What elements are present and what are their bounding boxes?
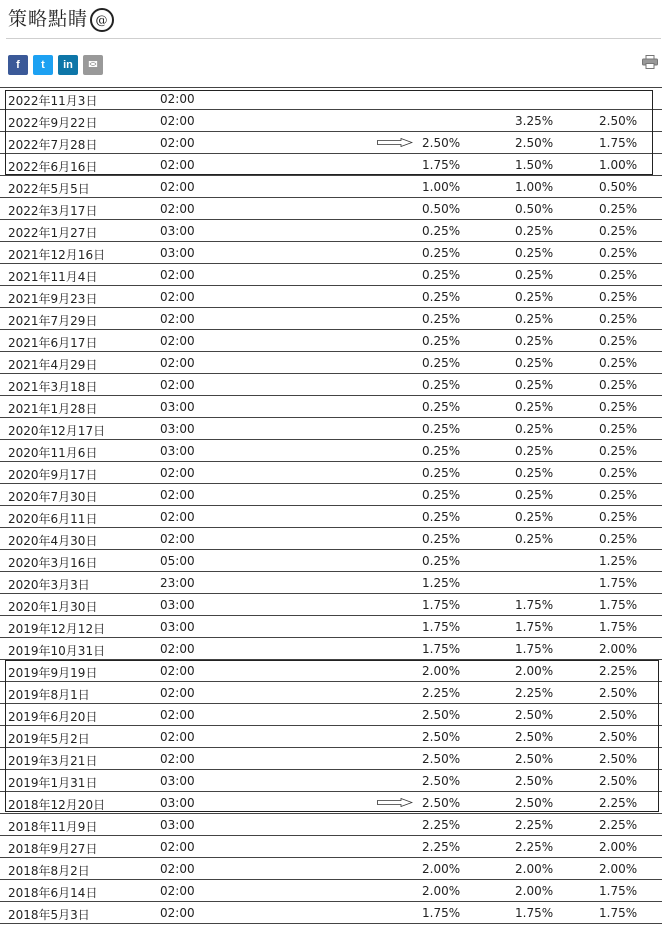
rate-col-1: 0.25% <box>422 246 461 260</box>
rate-col-3: 1.75% <box>599 136 638 150</box>
row-date: 2018年9月27日 <box>8 842 98 856</box>
rate-col-1: 0.25% <box>422 554 461 568</box>
rate-col-2: 2.50% <box>515 796 554 810</box>
table-row <box>0 792 662 814</box>
rate-col-1: 2.00% <box>422 664 461 678</box>
rate-col-1: 1.75% <box>422 158 461 172</box>
row-time: 02:00 <box>160 158 195 172</box>
rate-col-1: 0.25% <box>422 268 461 282</box>
rate-col-1: 0.25% <box>422 224 461 238</box>
arrow-right-icon <box>377 138 413 147</box>
table-row <box>0 682 662 704</box>
rate-col-2: 3.25% <box>515 114 554 128</box>
rate-col-1: 0.25% <box>422 422 461 436</box>
rate-col-2: 2.50% <box>515 730 554 744</box>
rate-col-2: 0.25% <box>515 246 554 260</box>
rate-col-2: 0.25% <box>515 356 554 370</box>
row-time: 02:00 <box>160 664 195 678</box>
rate-col-3: 2.50% <box>599 708 638 722</box>
rate-col-1: 2.25% <box>422 818 461 832</box>
rate-col-3: 0.25% <box>599 290 638 304</box>
row-date: 2020年1月30日 <box>8 600 98 614</box>
rate-col-2: 0.25% <box>515 312 554 326</box>
rate-col-1: 1.00% <box>422 180 461 194</box>
rate-col-2: 1.75% <box>515 620 554 634</box>
row-time: 03:00 <box>160 444 195 458</box>
table-row <box>0 550 662 572</box>
row-time: 02:00 <box>160 466 195 480</box>
rate-col-1: 1.25% <box>422 576 461 590</box>
row-date: 2021年12月16日 <box>8 248 106 262</box>
site-logo[interactable] <box>8 4 114 32</box>
share-bar <box>8 53 108 75</box>
print-icon[interactable] <box>642 55 658 69</box>
rate-col-3: 0.25% <box>599 246 638 260</box>
row-date: 2022年6月16日 <box>8 160 98 174</box>
rate-col-3: 0.25% <box>599 444 638 458</box>
row-time: 03:00 <box>160 774 195 788</box>
rate-col-3: 1.75% <box>599 906 638 920</box>
rate-col-1: 2.00% <box>422 884 461 898</box>
row-time: 02:00 <box>160 180 195 194</box>
rate-col-3: 1.75% <box>599 884 638 898</box>
rate-col-2: 0.25% <box>515 400 554 414</box>
row-time: 02:00 <box>160 114 195 128</box>
table-row <box>0 374 662 396</box>
rate-col-3: 0.25% <box>599 466 638 480</box>
rate-col-3: 0.25% <box>599 268 638 282</box>
row-time: 02:00 <box>160 356 195 370</box>
rate-col-2: 2.00% <box>515 884 554 898</box>
rate-col-2: 0.25% <box>515 378 554 392</box>
rate-col-1: 0.25% <box>422 510 461 524</box>
row-date: 2020年9月17日 <box>8 468 98 482</box>
row-date: 2021年3月18日 <box>8 380 98 394</box>
row-time: 03:00 <box>160 598 195 612</box>
row-time: 02:00 <box>160 686 195 700</box>
table-row <box>0 462 662 484</box>
row-time: 03:00 <box>160 796 195 810</box>
rate-col-3: 1.75% <box>599 620 638 634</box>
rate-col-1: 2.50% <box>422 752 461 766</box>
row-date: 2021年6月17日 <box>8 336 98 350</box>
rate-col-2: 1.75% <box>515 598 554 612</box>
row-date: 2019年3月21日 <box>8 754 98 768</box>
table-row <box>0 396 662 418</box>
row-time: 02:00 <box>160 510 195 524</box>
rate-col-2: 0.50% <box>515 202 554 216</box>
rate-col-3: 0.25% <box>599 422 638 436</box>
table-row <box>0 286 662 308</box>
row-date: 2019年1月31日 <box>8 776 98 790</box>
header-divider <box>6 38 661 39</box>
rate-col-2: 2.25% <box>515 840 554 854</box>
rate-col-3: 2.50% <box>599 752 638 766</box>
rate-col-2: 1.75% <box>515 642 554 656</box>
rate-col-3: 2.50% <box>599 730 638 744</box>
rate-col-2: 0.25% <box>515 290 554 304</box>
row-date: 2022年11月3日 <box>8 94 98 108</box>
row-date: 2019年9月19日 <box>8 666 98 680</box>
rate-col-1: 0.25% <box>422 312 461 326</box>
row-time: 02:00 <box>160 268 195 282</box>
table-row <box>0 418 662 440</box>
table-row <box>0 308 662 330</box>
table-row <box>0 110 662 132</box>
row-date: 2020年3月3日 <box>8 578 90 592</box>
row-date: 2019年6月20日 <box>8 710 98 724</box>
row-date: 2018年11月9日 <box>8 820 98 834</box>
rate-col-1: 0.25% <box>422 378 461 392</box>
row-date: 2022年9月22日 <box>8 116 98 130</box>
row-time: 02:00 <box>160 906 195 920</box>
email-icon[interactable]: ✉ <box>83 55 103 75</box>
rate-col-3: 2.50% <box>599 114 638 128</box>
rate-col-3: 2.50% <box>599 774 638 788</box>
row-date: 2020年4月30日 <box>8 534 98 548</box>
table-row <box>0 858 662 880</box>
row-date: 2022年3月17日 <box>8 204 98 218</box>
rate-col-2: 2.00% <box>515 664 554 678</box>
rate-col-1: 0.25% <box>422 466 461 480</box>
rate-col-3: 0.25% <box>599 510 638 524</box>
rate-col-1: 2.50% <box>422 708 461 722</box>
rate-col-3: 2.25% <box>599 664 638 678</box>
rate-table <box>0 87 662 924</box>
row-date: 2020年12月17日 <box>8 424 106 438</box>
logo-text: 策略點睛 <box>8 8 89 30</box>
rate-col-2: 1.75% <box>515 906 554 920</box>
table-row <box>0 726 662 748</box>
rate-col-2: 0.25% <box>515 334 554 348</box>
table-row <box>0 242 662 264</box>
row-date: 2020年6月11日 <box>8 512 98 526</box>
rate-col-3: 1.00% <box>599 158 638 172</box>
rate-col-1: 0.25% <box>422 334 461 348</box>
row-time: 02:00 <box>160 334 195 348</box>
table-row <box>0 616 662 638</box>
rate-col-1: 1.75% <box>422 642 461 656</box>
row-time: 02:00 <box>160 312 195 326</box>
row-date: 2019年10月31日 <box>8 644 106 658</box>
table-row <box>0 88 662 110</box>
rate-col-1: 0.25% <box>422 356 461 370</box>
rate-col-1: 0.25% <box>422 488 461 502</box>
rate-col-3: 0.25% <box>599 356 638 370</box>
table-row <box>0 638 662 660</box>
table-row <box>0 814 662 836</box>
rate-col-2: 2.25% <box>515 686 554 700</box>
rate-col-2: 0.25% <box>515 488 554 502</box>
rate-col-1: 2.00% <box>422 862 461 876</box>
rate-col-2: 2.00% <box>515 862 554 876</box>
row-time: 03:00 <box>160 620 195 634</box>
row-date: 2021年11月4日 <box>8 270 98 284</box>
rate-col-3: 0.25% <box>599 334 638 348</box>
table-row <box>0 330 662 352</box>
row-date: 2018年5月3日 <box>8 908 90 922</box>
row-date: 2020年11月6日 <box>8 446 98 460</box>
facebook-icon[interactable]: f <box>8 55 28 75</box>
row-time: 02:00 <box>160 202 195 216</box>
row-date: 2022年7月28日 <box>8 138 98 152</box>
rate-col-1: 1.75% <box>422 620 461 634</box>
row-time: 03:00 <box>160 224 195 238</box>
table-row <box>0 484 662 506</box>
rate-col-2: 2.50% <box>515 708 554 722</box>
rate-col-3: 1.75% <box>599 576 638 590</box>
rate-col-2: 0.25% <box>515 510 554 524</box>
rate-col-1: 0.25% <box>422 532 461 546</box>
row-time: 02:00 <box>160 290 195 304</box>
table-row <box>0 506 662 528</box>
table-row <box>0 352 662 374</box>
table-row <box>0 176 662 198</box>
rate-col-3: 0.25% <box>599 312 638 326</box>
row-date: 2021年1月28日 <box>8 402 98 416</box>
rate-col-1: 0.25% <box>422 400 461 414</box>
rate-col-1: 2.50% <box>422 730 461 744</box>
rate-col-1: 1.75% <box>422 906 461 920</box>
row-time: 02:00 <box>160 378 195 392</box>
rate-col-1: 0.50% <box>422 202 461 216</box>
rate-col-3: 2.50% <box>599 686 638 700</box>
table-row <box>0 880 662 902</box>
logo-badge: @ <box>90 8 114 32</box>
rate-col-3: 0.25% <box>599 400 638 414</box>
row-time: 02:00 <box>160 840 195 854</box>
rate-col-3: 2.00% <box>599 862 638 876</box>
site-header <box>0 0 667 38</box>
rate-col-1: 2.50% <box>422 796 461 810</box>
rate-col-2: 0.25% <box>515 422 554 436</box>
rate-col-2: 0.25% <box>515 268 554 282</box>
row-time: 23:00 <box>160 576 195 590</box>
row-time: 05:00 <box>160 554 195 568</box>
rate-col-1: 0.25% <box>422 444 461 458</box>
row-date: 2021年9月23日 <box>8 292 98 306</box>
table-row <box>0 748 662 770</box>
row-time: 02:00 <box>160 730 195 744</box>
rate-col-3: 2.00% <box>599 840 638 854</box>
table-row <box>0 154 662 176</box>
row-time: 02:00 <box>160 752 195 766</box>
twitter-icon[interactable]: t <box>33 55 53 75</box>
row-date: 2021年4月29日 <box>8 358 98 372</box>
rate-col-3: 1.25% <box>599 554 638 568</box>
table-row <box>0 528 662 550</box>
linkedin-icon[interactable]: in <box>58 55 78 75</box>
row-time: 02:00 <box>160 862 195 876</box>
row-date: 2020年3月16日 <box>8 556 98 570</box>
rate-col-3: 2.25% <box>599 818 638 832</box>
row-time: 02:00 <box>160 884 195 898</box>
rate-col-1: 2.50% <box>422 774 461 788</box>
rate-col-2: 2.50% <box>515 136 554 150</box>
table-row <box>0 198 662 220</box>
row-date: 2018年6月14日 <box>8 886 98 900</box>
row-date: 2021年7月29日 <box>8 314 98 328</box>
arrow-right-icon <box>377 798 413 807</box>
rate-col-2: 2.50% <box>515 774 554 788</box>
row-time: 02:00 <box>160 532 195 546</box>
row-date: 2019年5月2日 <box>8 732 90 746</box>
rate-col-3: 0.25% <box>599 224 638 238</box>
table-row <box>0 264 662 286</box>
rate-col-3: 0.25% <box>599 488 638 502</box>
row-time: 02:00 <box>160 642 195 656</box>
row-time: 02:00 <box>160 136 195 150</box>
rate-col-3: 2.25% <box>599 796 638 810</box>
row-date: 2019年12月12日 <box>8 622 106 636</box>
row-time: 02:00 <box>160 488 195 502</box>
rate-col-2: 0.25% <box>515 224 554 238</box>
table-row <box>0 572 662 594</box>
row-time: 03:00 <box>160 400 195 414</box>
row-date: 2019年8月1日 <box>8 688 90 702</box>
rate-col-2: 1.00% <box>515 180 554 194</box>
row-time: 02:00 <box>160 92 195 106</box>
table-row <box>0 132 662 154</box>
row-time: 03:00 <box>160 246 195 260</box>
table-row <box>0 220 662 242</box>
rate-col-3: 0.25% <box>599 202 638 216</box>
rate-col-3: 0.50% <box>599 180 638 194</box>
table-row <box>0 440 662 462</box>
rate-col-1: 2.50% <box>422 136 461 150</box>
rate-col-2: 2.25% <box>515 818 554 832</box>
rate-col-1: 0.25% <box>422 290 461 304</box>
table-row <box>0 660 662 682</box>
rate-col-2: 0.25% <box>515 466 554 480</box>
row-date: 2018年12月20日 <box>8 798 106 812</box>
rate-col-3: 0.25% <box>599 532 638 546</box>
row-date: 2022年1月27日 <box>8 226 98 240</box>
rate-col-3: 0.25% <box>599 378 638 392</box>
rate-col-2: 2.50% <box>515 752 554 766</box>
rate-col-1: 2.25% <box>422 686 461 700</box>
table-row <box>0 902 662 924</box>
row-time: 03:00 <box>160 818 195 832</box>
rate-col-2: 0.25% <box>515 444 554 458</box>
table-row <box>0 704 662 726</box>
row-date: 2018年8月2日 <box>8 864 90 878</box>
table-row <box>0 594 662 616</box>
row-time: 03:00 <box>160 422 195 436</box>
rate-col-2: 1.50% <box>515 158 554 172</box>
row-date: 2020年7月30日 <box>8 490 98 504</box>
rate-col-3: 1.75% <box>599 598 638 612</box>
row-time: 02:00 <box>160 708 195 722</box>
row-date: 2022年5月5日 <box>8 182 90 196</box>
rate-col-2: 0.25% <box>515 532 554 546</box>
rate-col-1: 1.75% <box>422 598 461 612</box>
table-row <box>0 770 662 792</box>
rate-col-1: 2.25% <box>422 840 461 854</box>
rate-col-3: 2.00% <box>599 642 638 656</box>
table-row <box>0 836 662 858</box>
